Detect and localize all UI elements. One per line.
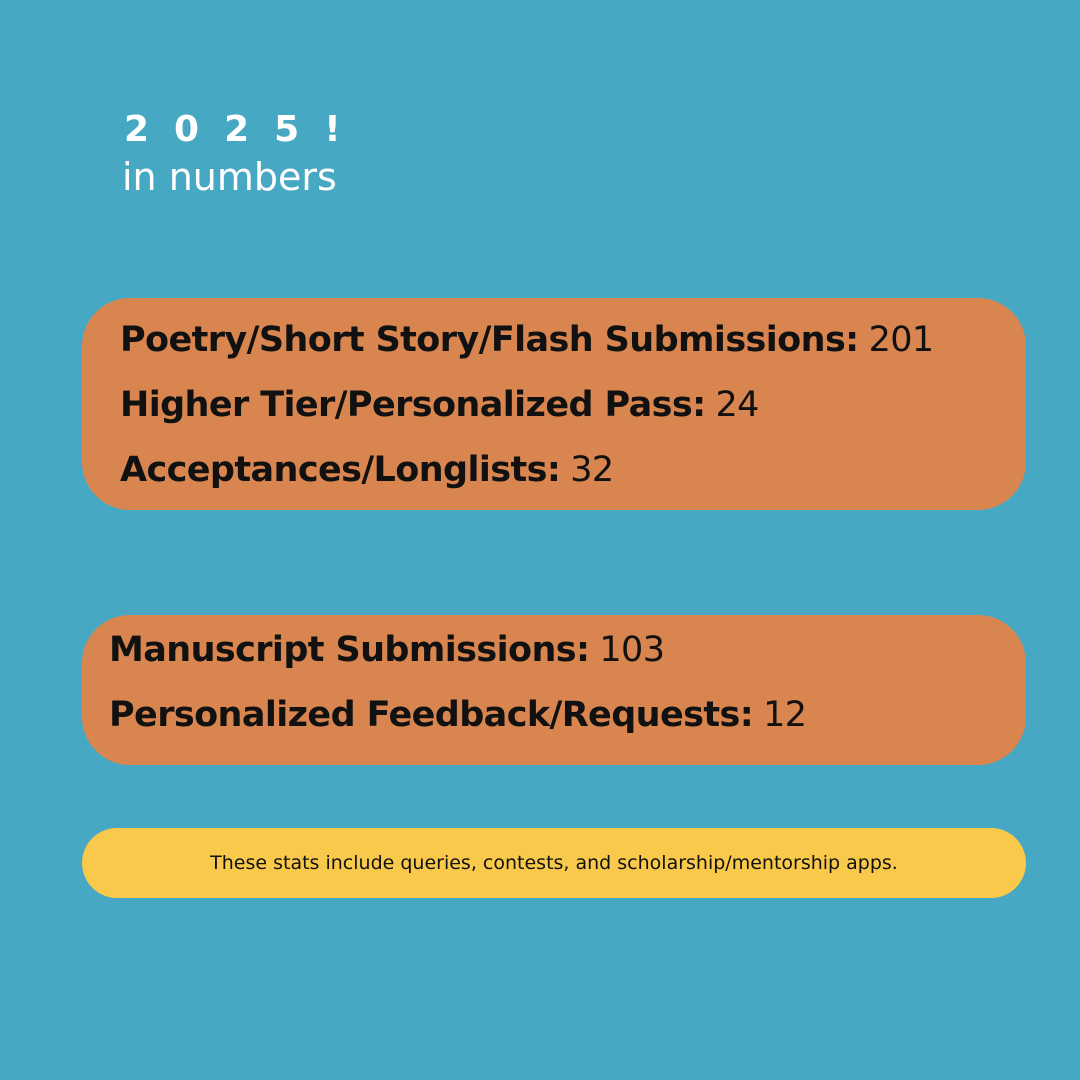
- stat-row-acceptances: [120, 448, 614, 492]
- footnote-pill: [82, 828, 1026, 898]
- stat-value: 12: [763, 695, 807, 735]
- stat-label: Manuscript Submissions:: [109, 630, 590, 670]
- stat-label: Higher Tier/Personalized Pass:: [120, 385, 706, 425]
- stat-row-manuscript-submissions: [109, 628, 664, 672]
- title-year: 2025!: [124, 109, 366, 150]
- stat-label: Acceptances/Longlists:: [120, 450, 561, 490]
- short-form-stats-card: [82, 298, 1026, 510]
- stat-row-higher-tier: [120, 383, 759, 427]
- stat-row-submissions: [120, 318, 934, 362]
- stat-value: 32: [570, 450, 614, 490]
- stat-label: Poetry/Short Story/Flash Submissions:: [120, 320, 859, 360]
- manuscript-stats-card: [82, 615, 1026, 765]
- stat-row-feedback-requests: [109, 693, 806, 737]
- stat-label: Personalized Feedback/Requests:: [109, 695, 754, 735]
- footnote-text: These stats include queries, contests, and scholarship/mentorship apps.: [210, 852, 898, 874]
- stat-value: 103: [599, 630, 665, 670]
- stat-value: 201: [868, 320, 934, 360]
- stat-value: 24: [715, 385, 759, 425]
- title-subtitle: in numbers: [122, 155, 337, 199]
